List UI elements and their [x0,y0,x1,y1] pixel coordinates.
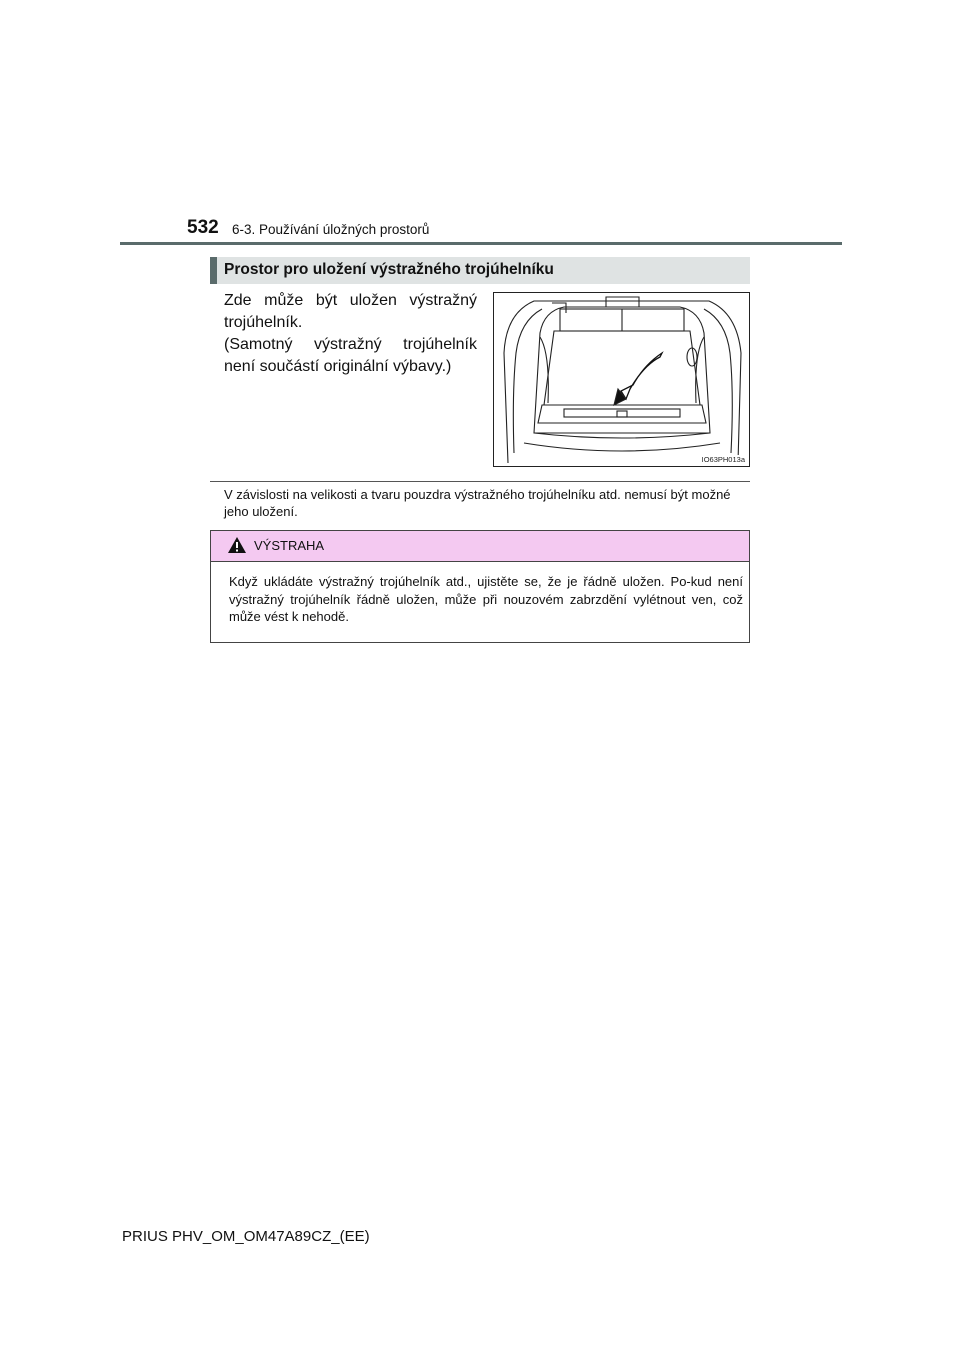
trunk-figure [493,292,750,467]
heading-accent-stripe [210,257,217,284]
note-divider [210,481,750,482]
intro-text [224,290,477,378]
section-heading-bar [210,257,750,284]
figure-code: IO63PH013a [701,455,745,464]
intro-line-2: (Samotný výstražný trojúhelník není součástí originální výbavy.) [224,336,477,375]
page-number: 532 [187,217,219,238]
footer-document-code: PRIUS PHV_OM_OM47A89CZ_(EE) [122,1228,370,1245]
section-title: 6-3. Používání úložných prostorů [232,222,430,237]
warning-triangle-icon [227,536,247,554]
warning-title: VÝSTRAHA [254,538,325,553]
section-heading: Prostor pro uložení výstražného trojúhelníku [224,261,554,278]
note-text: V závislosti na velikosti a tvaru pouzdra výstražného trojúhelníku atd. nemusí být možné jeho uložení. [224,487,731,519]
intro-line-1: Zde může být uložen výstražný trojúhelník. [224,292,477,331]
warning-text: Když ukládáte výstražný trojúhelník atd., ujistěte se, že je řádně uložen. Po-kud není výstražný trojúhelník řádně uložen, může při nouzovém zabrzdění vylétnout ven, což může vést k nehodě. [229,574,743,624]
car-trunk-illustration [494,293,750,467]
warning-box [210,530,750,643]
warning-header [211,531,749,562]
header-divider [120,242,842,245]
